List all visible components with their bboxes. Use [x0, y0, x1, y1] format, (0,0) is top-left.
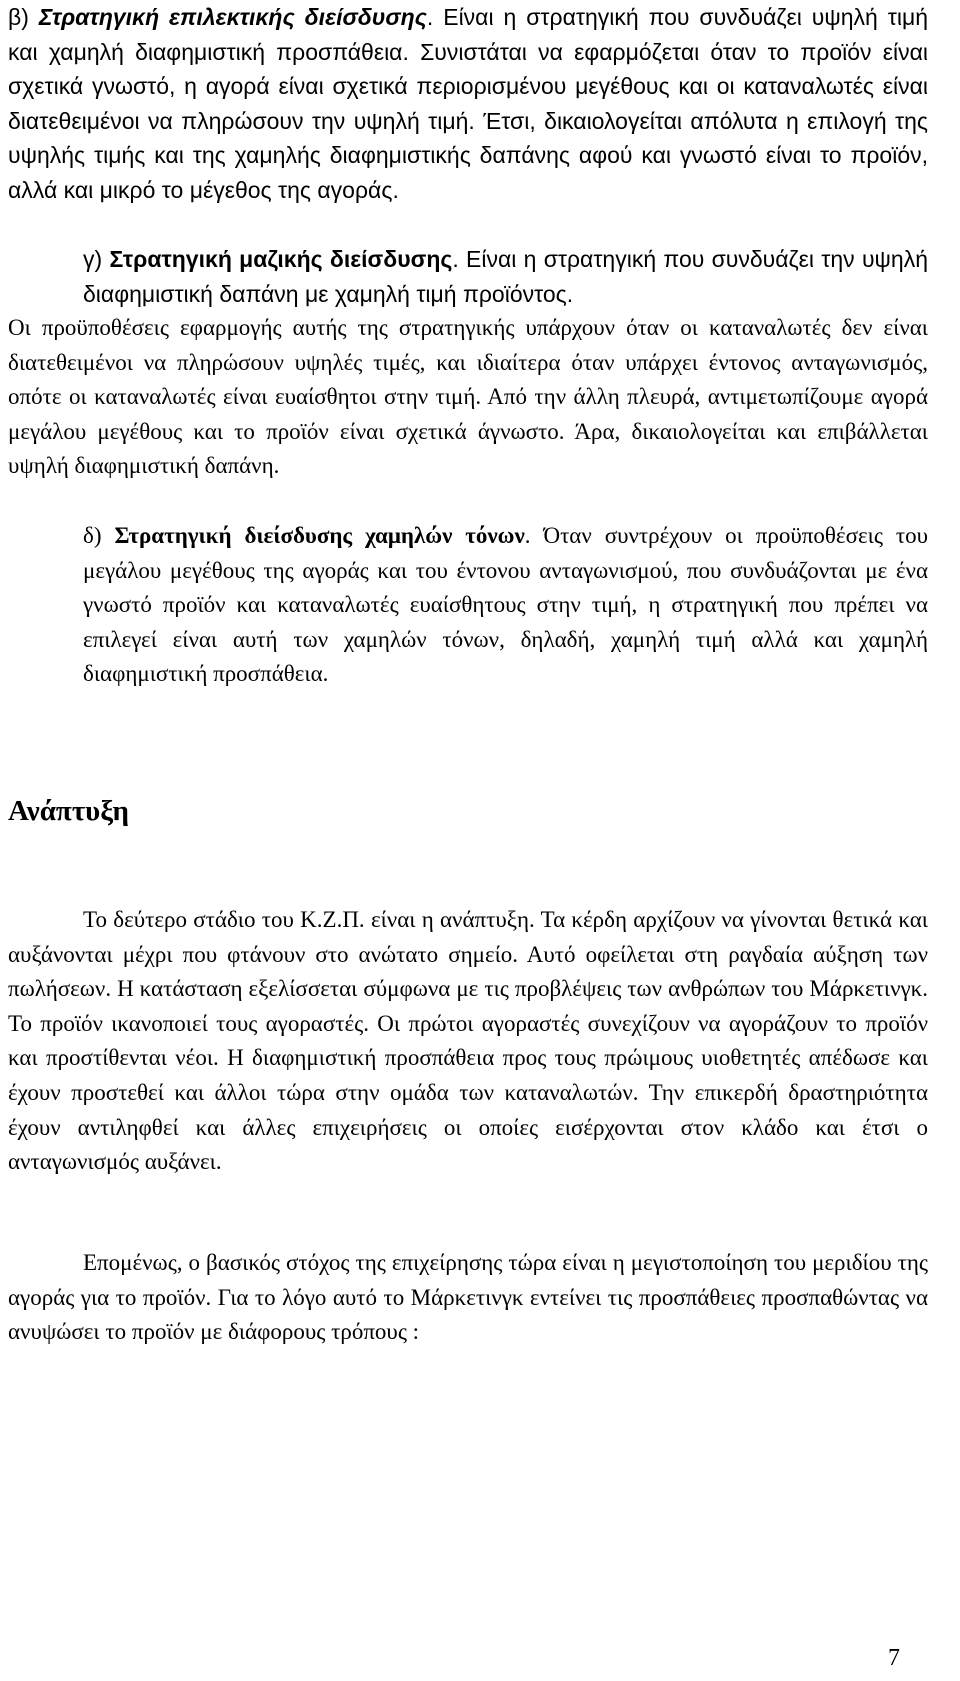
section-heading-growth: Ανάπτυξη [8, 795, 129, 827]
paragraph-growth-1 [8, 903, 928, 1180]
strategy-title-delta: Στρατηγική διείσδυσης χαμηλών τόνων [114, 523, 525, 548]
paragraph-growth-2 [8, 1246, 928, 1350]
strategy-text-gamma-details: Οι προϋποθέσεις εφαρμογής αυτής της στρατηγικής υπάρχουν όταν οι καταναλωτές δεν είναι διατεθειμένοι να πληρώσουν υψηλές τιμές, και ιδιαίτερα όταν υπάρχει έντονος ανταγωνισμός, οπότε οι καταναλωτές είναι ευαίσθητοι στην τιμή. Από την άλλη πλευρά, αντιμετωπίζουμε αγορά μεγάλου μεγέθους και το προϊόν είναι σχετικά άγνωστο. Άρα, δικαιολογείται και επιβάλλεται υψηλή διαφημιστική δαπάνη. [8, 315, 928, 479]
strategy-title-gamma: Στρατηγική μαζικής διείσδυσης [109, 246, 453, 272]
item-label-delta: δ) [83, 523, 102, 548]
page-number: 7 [888, 1645, 900, 1671]
growth-paragraph-2-text: Επομένως, ο βασικός στόχος της επιχείρησης τώρα είναι η μεγιστοποίηση του μεριδίου της αγοράς για το προϊόν. Για το λόγο αυτό το Μάρκετινγκ εντείνει τις προσπάθειες προσπαθώντας να ανυψώσει το προϊόν με διάφορους τρόπους : [8, 1250, 928, 1345]
item-label-gamma: γ) [83, 246, 103, 272]
strategy-text-delta: . Όταν συντρέχουν οι προϋποθέσεις του μεγάλου μεγέθους της αγοράς και του έντονου ανταγωνισμού, που συνδυάζονται με ένα γνωστό προϊόν και καταναλωτές ευαίσθητους στην τιμή, η στρατηγική που πρέπει να επιλεγεί είναι αυτή των χαμηλών τόνων, δηλαδή, χαμηλή τιμή αλλά και χαμηλή διαφημιστική προσπάθεια. [83, 523, 928, 687]
strategy-text-beta: . Είναι η στρατηγική που συνδυάζει υψηλή τιμή και χαμηλή διαφημιστική προσπάθεια. Συνιστάται να εφαρμόζεται όταν το προϊόν είναι σχετικά γνωστό, η αγορά είναι σχετικά περιορισμένου μεγέθους και οι καταναλωτές είναι διατεθειμένοι να πληρώσουν την υψηλή τιμή. Έτσι, δικαιολογείται απόλυτα η επιλογή της υψηλής τιμής και της χαμηλής διαφημιστικής δαπάνης αφού και γνωστό είναι το προϊόν, αλλά και μικρό το μέγεθος της αγοράς. [8, 4, 928, 203]
paragraph-strategy-gamma [8, 242, 928, 311]
paragraph-strategy-beta [8, 0, 928, 208]
paragraph-strategy-gamma-details [8, 311, 928, 484]
growth-paragraph-1-text: Το δεύτερο στάδιο του Κ.Ζ.Π. είναι η ανάπτυξη. Τα κέρδη αρχίζουν να γίνονται θετικά και αυξάνονται μέχρι που φτάνουν στο ανώτατο σημείο. Αυτό οφείλεται στη ραγδαία αύξηση των πωλήσεων. Η κατάσταση εξελίσσεται σύμφωνα με τις προβλέψεις των ανθρώπων του Μάρκετινγκ. Το προϊόν ικανοποιεί τους αγοραστές. Οι πρώτοι αγοραστές συνεχίζουν να αγοράζουν το προϊόν και προστίθενται νέοι. Η διαφημιστική προσπάθεια προς τους πρώιμους υιοθετητές απέδωσε και έχουν προστεθεί και άλλοι τώρα στην ομάδα των καταναλωτών. Την επικερδή δραστηριότητα έχουν αντιληφθεί και άλλες επιχειρήσεις οι οποίες εισέρχονται στον κλάδο και έτσι ο ανταγωνισμός αυξάνει. [8, 907, 928, 1175]
paragraph-strategy-delta [8, 519, 928, 692]
item-label-beta: β) [8, 4, 29, 30]
strategy-title-beta: Στρατηγική επιλεκτικής διείσδυσης [38, 4, 427, 30]
strategy-text-gamma: . Είναι η στρατηγική που συνδυάζει την υψηλή διαφημιστική δαπάνη με χαμηλή τιμή προϊόντος. [83, 246, 929, 307]
